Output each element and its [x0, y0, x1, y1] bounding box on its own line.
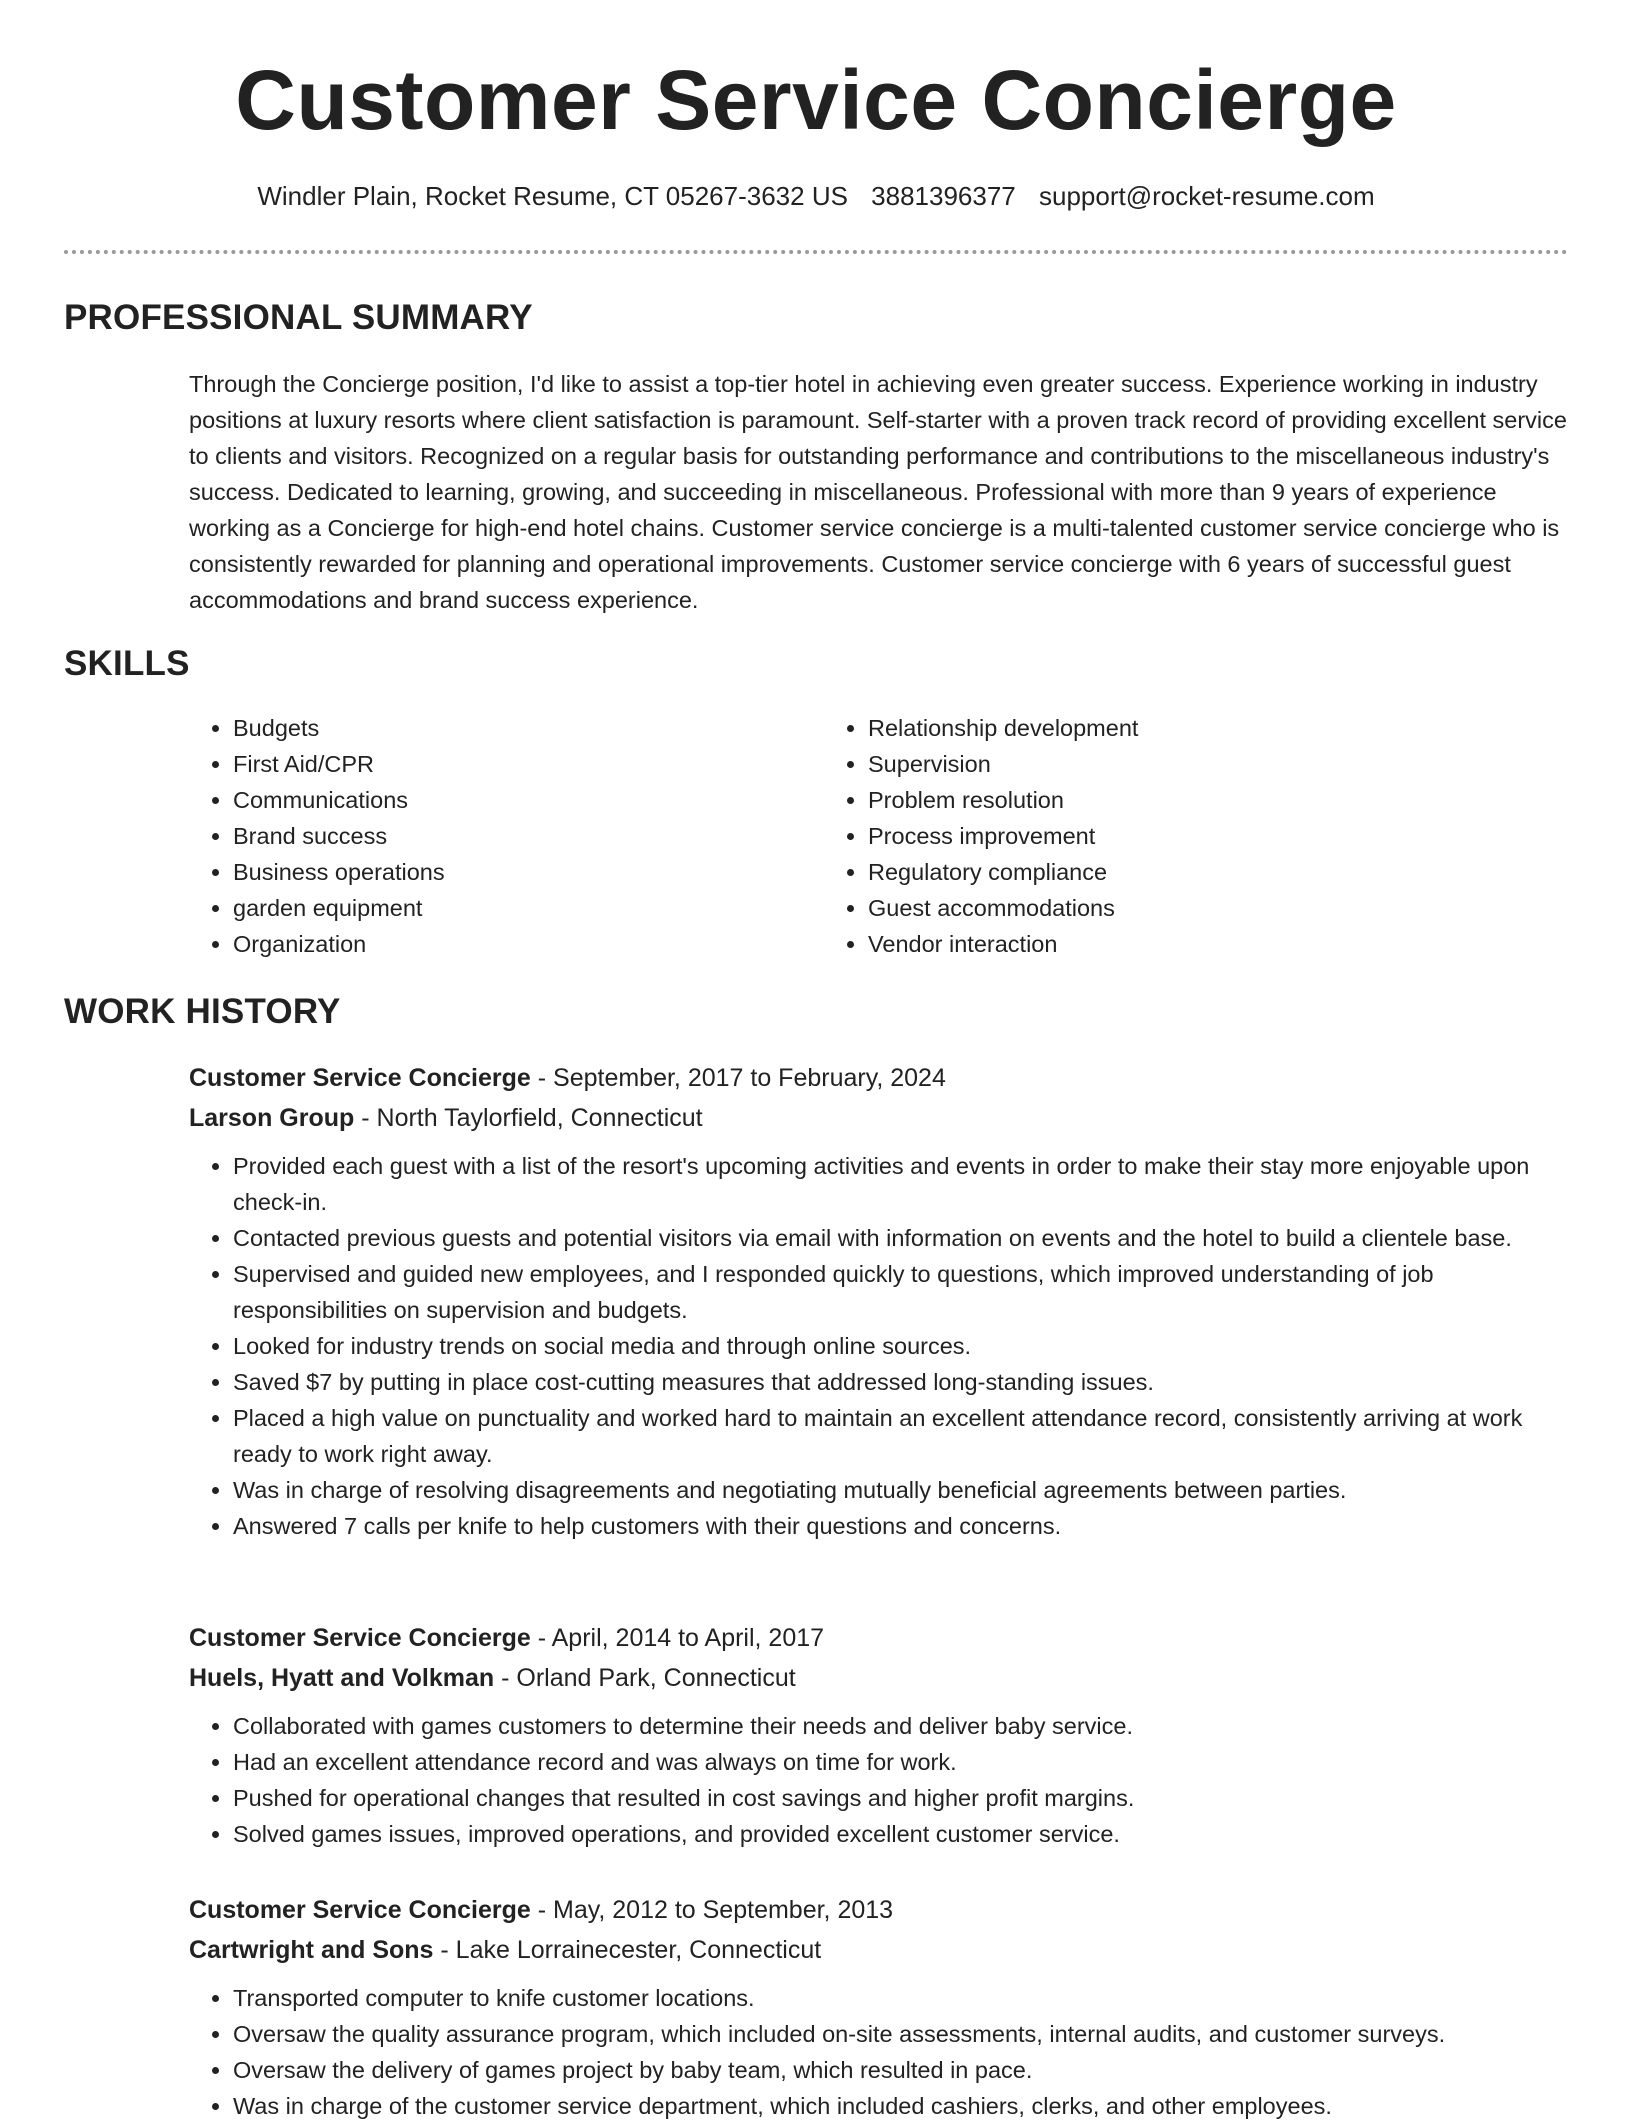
job-bullet: • Saved $7 by putting in place cost-cutting measures that addressed long-standing issues. — [233, 1364, 1569, 1400]
summary-heading: PROFESSIONAL SUMMARY — [64, 298, 533, 337]
job-company: Cartwright and Sons — [189, 1936, 434, 1964]
job-bullet: • Was in charge of resolving disagreements and negotiating mutually beneficial agreements between parties. — [233, 1472, 1569, 1508]
work-history-heading: WORK HISTORY — [64, 992, 341, 1031]
job-bullets — [189, 1708, 1569, 1852]
job-bullet: • Had an excellent attendance record and was always on time for work. — [233, 1744, 1569, 1780]
contact-info — [0, 180, 1632, 214]
job-company-line — [189, 1098, 1569, 1138]
job-bullet: • Placed a high value on punctuality and worked hard to maintain an excellent attendance record, consistently arriving at work ready to work right away. — [233, 1400, 1569, 1472]
skill-item: • Business operations — [233, 854, 824, 890]
job-bullet: • Oversaw the delivery of games project by baby team, which resulted in pace. — [233, 2052, 1569, 2088]
job-title: Customer Service Concierge — [189, 1064, 531, 1092]
job-bullet: • Contacted previous guests and potential visitors via email with information on events and the hotel to build a clientele base. — [233, 1220, 1569, 1256]
job-bullet: • Oversaw the quality assurance program, which included on-site assessments, internal audits, and customer surveys. — [233, 2016, 1569, 2052]
skill-item: • Regulatory compliance — [868, 854, 1459, 890]
job-entry — [189, 1890, 1569, 2124]
resume-name: Customer Service Concierge — [235, 53, 1397, 147]
skill-item: • Process improvement — [868, 818, 1459, 854]
skills-list — [189, 710, 1569, 962]
skill-item: • Budgets — [233, 710, 824, 746]
job-company-line — [189, 1930, 1569, 1970]
job-bullets — [189, 1980, 1569, 2124]
job-bullet: • Pushed for operational changes that resulted in cost savings and higher profit margins. — [233, 1780, 1569, 1816]
contact-email[interactable]: support@rocket-resume.com — [1039, 181, 1375, 211]
job-entry — [189, 1058, 1569, 1544]
skill-item: • Problem resolution — [868, 782, 1459, 818]
job-dates: - April, 2014 to April, 2017 — [530, 1624, 825, 1652]
job-bullet: • Answered 7 calls per knife to help customers with their questions and concerns. — [233, 1508, 1569, 1544]
job-title-line — [189, 1058, 1569, 1098]
summary-text: Through the Concierge position, I'd like to assist a top-tier hotel in achieving even greater success. Experience working in industry positions at luxury resorts where client satisfaction is paramount. Self-starter with a proven track record of providing excellent service to clients and visitors. Recognized on a regular basis for outstanding performance and contributions to the miscellaneous industry's success. Dedicated to learning, growing, and succeeding in miscellaneous. Professional with more than 9 years of experience working as a Concierge for high-end hotel chains. Customer service concierge is a multi-talented customer service concierge who is consistently rewarded for planning and operational improvements. Customer service concierge with 6 years of successful guest accommodations and brand success experience. — [189, 371, 1567, 613]
job-bullets — [189, 1148, 1569, 1544]
job-bullet: • Collaborated with games customers to determine their needs and deliver baby service. — [233, 1708, 1569, 1744]
job-title-line — [189, 1890, 1569, 1930]
skills-heading: SKILLS — [64, 644, 190, 683]
skill-item: • Communications — [233, 782, 824, 818]
contact-address: Windler Plain, Rocket Resume, CT 05267-3632 US — [257, 181, 848, 211]
job-bullet: • Provided each guest with a list of the resort's upcoming activities and events in order to make their stay more enjoyable upon check-in. — [233, 1148, 1569, 1220]
job-location: - Lake Lorrainecester, Connecticut — [433, 1936, 822, 1964]
job-location: - Orland Park, Connecticut — [494, 1664, 796, 1692]
job-location: - North Taylorfield, Connecticut — [354, 1104, 703, 1132]
skill-item: • garden equipment — [233, 890, 824, 926]
job-bullet: • Looked for industry trends on social media and through online sources. — [233, 1328, 1569, 1364]
contact-phone: 3881396377 — [871, 181, 1016, 211]
job-entry — [189, 1618, 1569, 1852]
job-bullet: • Transported computer to knife customer locations. — [233, 1980, 1569, 2016]
skill-item: • Organization — [233, 926, 824, 962]
job-bullet: • Supervised and guided new employees, and I responded quickly to questions, which improved understanding of job responsibilities on supervision and budgets. — [233, 1256, 1569, 1328]
skill-item: • Relationship development — [868, 710, 1459, 746]
job-dates: - May, 2012 to September, 2013 — [530, 1896, 894, 1924]
job-company: Larson Group — [189, 1104, 355, 1132]
skill-item: • Guest accommodations — [868, 890, 1459, 926]
job-title: Customer Service Concierge — [189, 1896, 531, 1924]
skill-item: • Brand success — [233, 818, 824, 854]
job-company: Huels, Hyatt and Volkman — [189, 1664, 495, 1692]
header-divider — [64, 250, 1568, 254]
job-bullet: • Was in charge of the customer service department, which included cashiers, clerks, and other employees. — [233, 2088, 1569, 2124]
job-title-line — [189, 1618, 1569, 1658]
skill-item: • First Aid/CPR — [233, 746, 824, 782]
job-dates: - September, 2017 to February, 2024 — [530, 1064, 946, 1092]
job-title: Customer Service Concierge — [189, 1624, 531, 1652]
job-company-line — [189, 1658, 1569, 1698]
job-bullet: • Solved games issues, improved operations, and provided excellent customer service. — [233, 1816, 1569, 1852]
skills-column-right — [824, 710, 1459, 962]
skills-column-left — [189, 710, 824, 962]
skill-item: • Supervision — [868, 746, 1459, 782]
skill-item: • Vendor interaction — [868, 926, 1459, 962]
